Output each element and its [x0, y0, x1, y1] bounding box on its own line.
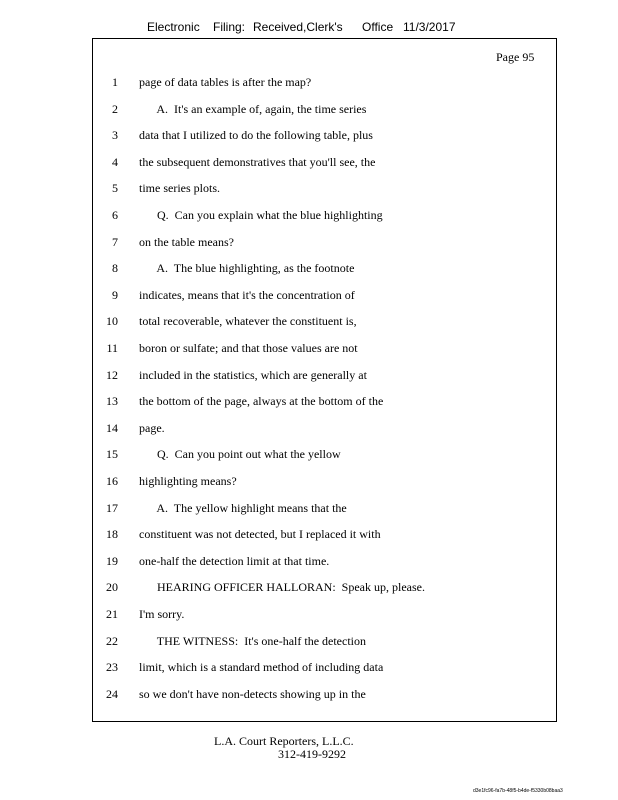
line-number: 9: [112, 287, 118, 302]
line-text: page.: [139, 420, 165, 435]
line-text: A. The yellow highlight means that the: [139, 500, 347, 515]
line-text: THE WITNESS: It's one-half the detection: [139, 633, 367, 648]
transcript-line: [92, 499, 552, 517]
line-text: on the table means?: [139, 234, 234, 249]
document-id: d3e1fc96-fa7b-48f5-b4de-f5330b08baa3: [473, 788, 563, 794]
line-number: 22: [106, 633, 118, 648]
line-number: 4: [112, 154, 118, 169]
line-number: 2: [112, 101, 118, 116]
line-text: A. The blue highlighting, as the footnote: [139, 261, 355, 276]
transcript-line: [92, 552, 552, 570]
line-text: HEARING OFFICER HALLORAN: Speak up, please.: [139, 580, 425, 595]
filing-header: [0, 20, 618, 36]
transcript-line: [92, 366, 552, 384]
line-number: 21: [106, 607, 118, 621]
line-text: limit, which is a standard method of including data: [139, 660, 384, 675]
line-number: 15: [106, 447, 118, 462]
transcript-line: [92, 312, 552, 330]
line-text: the subsequent demonstratives that you'll see, the: [139, 154, 376, 169]
line-text: data that I utilized to do the following table, plus: [139, 128, 373, 143]
transcript-line: [92, 153, 552, 171]
transcript-line: [92, 419, 552, 437]
transcript-line: [92, 100, 552, 118]
filing-header-electronic: Electronic: [147, 20, 200, 34]
line-text: I'm sorry.: [139, 607, 185, 621]
line-number: 23: [106, 660, 118, 675]
transcript-line: [92, 658, 552, 676]
line-number: 13: [106, 394, 118, 409]
line-number: 17: [106, 500, 118, 515]
line-text: Q. Can you point out what the yellow: [139, 447, 341, 462]
line-text: indicates, means that it's the concentration of: [139, 287, 355, 302]
transcript-line: [92, 233, 552, 251]
transcript-line: [92, 578, 552, 596]
transcript-line: [92, 259, 552, 277]
line-text: included in the statistics, which are generally at: [139, 367, 367, 382]
line-number: 20: [106, 580, 118, 595]
line-text: page of data tables is after the map?: [139, 75, 312, 89]
line-text: total recoverable, whatever the constituent is,: [139, 314, 357, 329]
footer-company: L.A. Court Reporters, L.L.C.: [214, 734, 354, 748]
transcript-line: [92, 73, 552, 91]
line-text: A. It's an example of, again, the time series: [139, 101, 367, 116]
line-number: 19: [106, 553, 118, 568]
transcript-line: [92, 206, 552, 224]
line-number: 3: [112, 128, 118, 143]
line-text: the bottom of the page, always at the bottom of the: [139, 394, 384, 409]
line-number: 18: [106, 527, 118, 542]
filing-header-filing: Filing:: [213, 20, 246, 34]
line-number: 5: [112, 181, 118, 196]
line-text: one-half the detection limit at that time.: [139, 553, 330, 568]
line-number: 6: [112, 208, 118, 222]
transcript-line: [92, 392, 552, 410]
transcript-line: [92, 445, 552, 463]
transcript-line: [92, 126, 552, 144]
line-text: boron or sulfate; and that those values are not: [139, 341, 358, 355]
page-number: Page 95: [496, 50, 535, 64]
line-text: highlighting means?: [139, 474, 237, 488]
transcript-line: [92, 525, 552, 543]
transcript-line: [92, 472, 552, 490]
line-number: 16: [106, 474, 118, 488]
line-text: constituent was not detected, but I replaced it with: [139, 527, 381, 542]
transcript-line: [92, 632, 552, 650]
line-text: so we don't have non-detects showing up in the: [139, 686, 366, 701]
filing-header-date: 11/3/2017: [403, 20, 456, 34]
transcript-line: [92, 179, 552, 197]
line-number: 1: [112, 75, 118, 89]
line-text: Q. Can you explain what the blue highlighting: [139, 208, 383, 222]
footer-phone: 312-419-9292: [278, 747, 346, 761]
line-number: 12: [106, 367, 118, 382]
transcript-line: [92, 339, 552, 357]
transcript-line: [92, 685, 552, 703]
line-number: 24: [106, 686, 118, 701]
line-text: time series plots.: [139, 181, 220, 196]
line-number: 10: [106, 314, 118, 329]
line-number: 14: [106, 420, 118, 435]
transcript-line: [92, 605, 552, 623]
filing-header-received: Received,Clerk's: [253, 20, 343, 34]
transcript-line: [92, 286, 552, 304]
line-number: 7: [112, 234, 118, 249]
line-number: 8: [112, 261, 118, 276]
line-number: 11: [106, 341, 118, 355]
filing-header-office: Office: [362, 20, 394, 34]
